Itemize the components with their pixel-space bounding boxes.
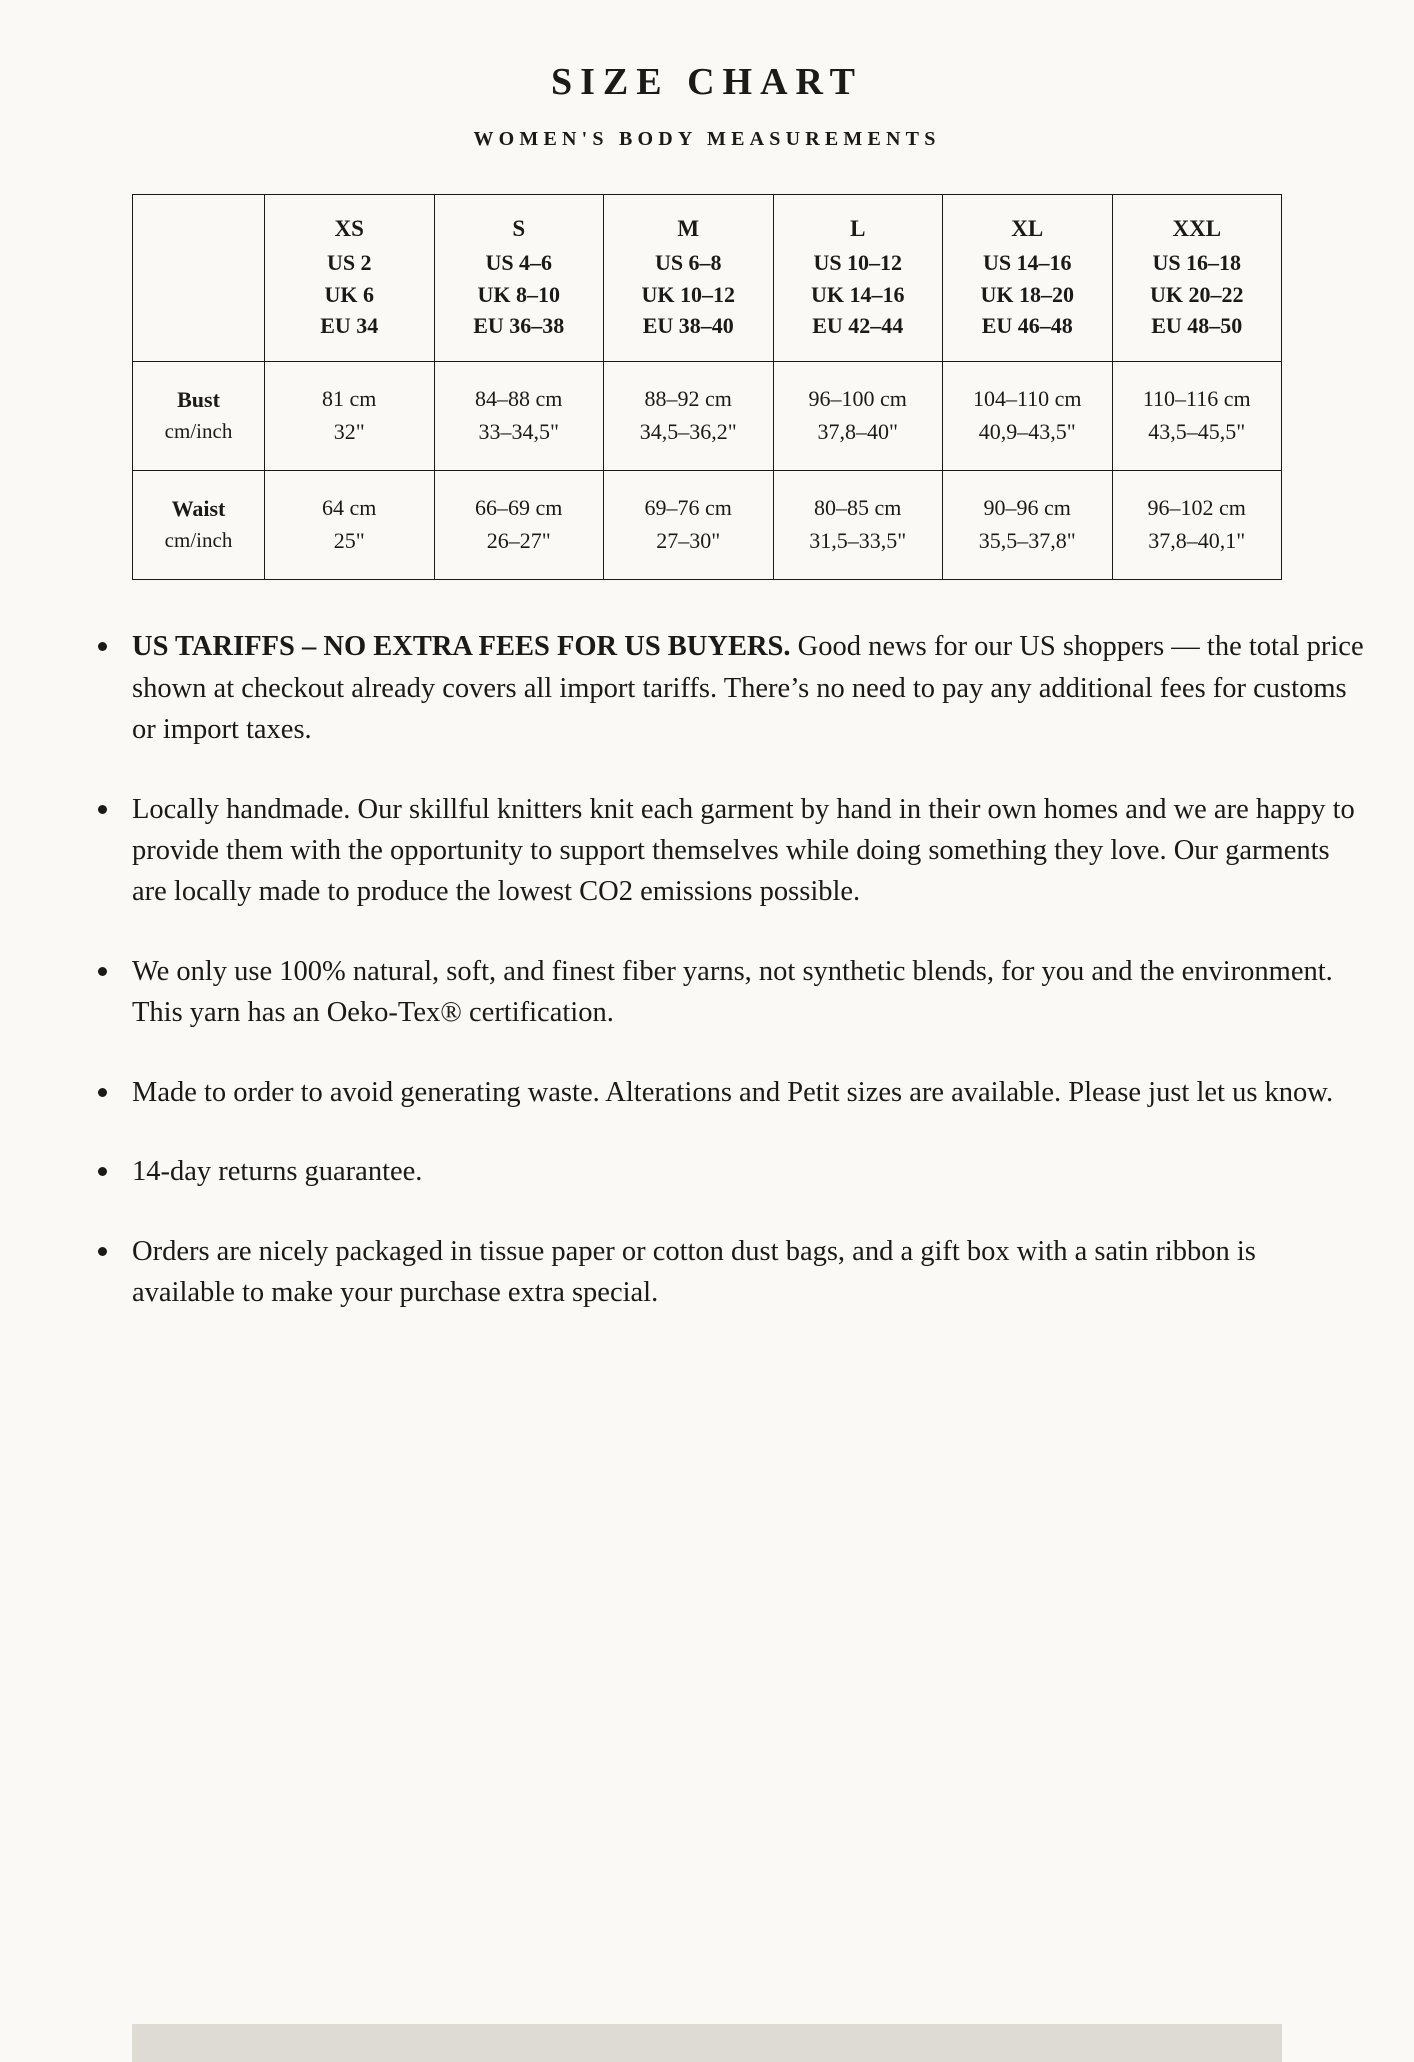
table-header-cell-s <box>434 194 604 361</box>
page-title: SIZE CHART <box>550 61 863 103</box>
value-inch: 37,8–40" <box>817 419 898 445</box>
eu-size: EU 34 <box>320 312 379 338</box>
value-cm: 80–85 cm <box>814 495 902 521</box>
us-size: US 6–8 <box>654 250 722 276</box>
note-text: Locally handmade. Our skillful knitters knit each garment by hand in their own homes and we are happy to provide them with the opportunity to support themselves while doing something they love. Our garments are locally made to produce the lowest CO2 emissions possible. <box>132 793 1355 908</box>
value-inch: 25" <box>333 528 365 554</box>
value-inch: 37,8–40,1" <box>1148 528 1246 554</box>
row-header-bust <box>133 362 265 471</box>
note-lead: US TARIFFS – NO EXTRA FEES FOR US BUYERS. <box>132 631 791 663</box>
table-cell <box>434 471 604 580</box>
size-label: XXL <box>1172 215 1222 241</box>
row-unit: cm/inch <box>164 418 233 443</box>
table-row-waist <box>133 471 1282 580</box>
table-cell <box>773 362 943 471</box>
size-label: XL <box>1011 215 1044 241</box>
value-inch: 40,9–43,5" <box>978 419 1076 445</box>
uk-size: UK 18–20 <box>980 281 1074 307</box>
us-size: US 14–16 <box>982 250 1072 276</box>
value-cm: 96–100 cm <box>808 386 907 412</box>
table-header-row <box>133 194 1282 361</box>
value-inch: 32" <box>333 419 365 445</box>
value-cm: 69–76 cm <box>644 495 732 521</box>
page-subtitle: WOMEN'S BODY MEASUREMENTS <box>473 127 941 150</box>
table-header-cell-m <box>604 194 774 361</box>
size-chart-page <box>0 62 1414 2062</box>
value-cm: 66–69 cm <box>475 495 563 521</box>
value-inch: 34,5–36,2" <box>639 419 737 445</box>
size-label: M <box>677 215 700 241</box>
value-cm: 96–102 cm <box>1147 495 1246 521</box>
row-header-waist <box>133 471 265 580</box>
value-inch: 43,5–45,5" <box>1148 419 1246 445</box>
note-text: Good news for our US shoppers — the total price shown at checkout already covers all import tariffs. There’s no need to pay any additional fees for customs or import taxes. <box>132 631 1364 746</box>
table-cell <box>943 471 1113 580</box>
value-cm: 90–96 cm <box>983 495 1071 521</box>
notes-list <box>0 626 1414 1313</box>
value-cm: 110–116 cm <box>1142 386 1251 412</box>
table-header <box>133 194 1282 361</box>
list-item <box>90 951 1364 1034</box>
value-cm: 104–110 cm <box>972 386 1082 412</box>
table-row-bust <box>133 362 1282 471</box>
value-inch: 27–30" <box>656 528 721 554</box>
table-cell <box>1112 471 1282 580</box>
list-item <box>90 789 1364 913</box>
uk-size: UK 10–12 <box>641 281 735 307</box>
uk-size: UK 14–16 <box>811 281 905 307</box>
uk-size: UK 6 <box>324 281 374 307</box>
value-cm: 64 cm <box>322 495 377 521</box>
us-size: US 16–18 <box>1152 250 1242 276</box>
table-header-cell-xxl <box>1112 194 1282 361</box>
eu-size: EU 46–48 <box>981 312 1073 338</box>
size-chart-table-wrap <box>132 194 1282 580</box>
row-label: Bust <box>177 386 220 412</box>
table-cell <box>943 362 1113 471</box>
list-item <box>90 1231 1364 1314</box>
footer-strip <box>132 2024 1282 2062</box>
size-label: XS <box>334 215 364 241</box>
value-cm: 84–88 cm <box>475 386 563 412</box>
note-text: Made to order to avoid generating waste. Alterations and Petit sizes are available. Please just let us know. <box>132 1076 1334 1108</box>
us-size: US 2 <box>326 250 372 276</box>
table-cell <box>1112 362 1282 471</box>
eu-size: EU 48–50 <box>1151 312 1243 338</box>
table-header-cell-xs <box>265 194 435 361</box>
size-label: S <box>512 215 526 241</box>
value-cm: 81 cm <box>322 386 377 412</box>
table-cell <box>265 362 435 471</box>
note-text: We only use 100% natural, soft, and finest fiber yarns, not synthetic blends, for you and the environment. This yarn has an Oeko-Tex® certification. <box>132 955 1333 1029</box>
table-header-cell-xl <box>943 194 1113 361</box>
table-cell <box>434 362 604 471</box>
note-text: Orders are nicely packaged in tissue paper or cotton dust bags, and a gift box with a satin ribbon is available to make your purchase extra special. <box>132 1235 1256 1309</box>
table-corner-cell <box>133 194 265 361</box>
list-item <box>90 1072 1364 1113</box>
value-inch: 35,5–37,8" <box>978 528 1076 554</box>
table-header-cell-l <box>773 194 943 361</box>
table-cell <box>604 362 774 471</box>
size-chart-table <box>132 194 1282 580</box>
table-cell <box>604 471 774 580</box>
table-cell <box>773 471 943 580</box>
table-cell <box>265 471 435 580</box>
value-inch: 26–27" <box>486 528 551 554</box>
uk-size: UK 8–10 <box>477 281 560 307</box>
uk-size: UK 20–22 <box>1150 281 1244 307</box>
row-unit: cm/inch <box>164 527 233 552</box>
table-body <box>133 362 1282 580</box>
us-size: US 4–6 <box>485 250 553 276</box>
note-text: 14-day returns guarantee. <box>132 1156 423 1188</box>
eu-size: EU 38–40 <box>642 312 734 338</box>
list-item <box>90 626 1364 750</box>
size-label: L <box>850 215 866 241</box>
value-inch: 33–34,5" <box>478 419 559 445</box>
row-label: Waist <box>171 495 226 521</box>
eu-size: EU 42–44 <box>812 312 904 338</box>
list-item <box>90 1151 1364 1192</box>
us-size: US 10–12 <box>813 250 903 276</box>
value-cm: 88–92 cm <box>644 386 732 412</box>
value-inch: 31,5–33,5" <box>809 528 907 554</box>
eu-size: EU 36–38 <box>473 312 565 338</box>
